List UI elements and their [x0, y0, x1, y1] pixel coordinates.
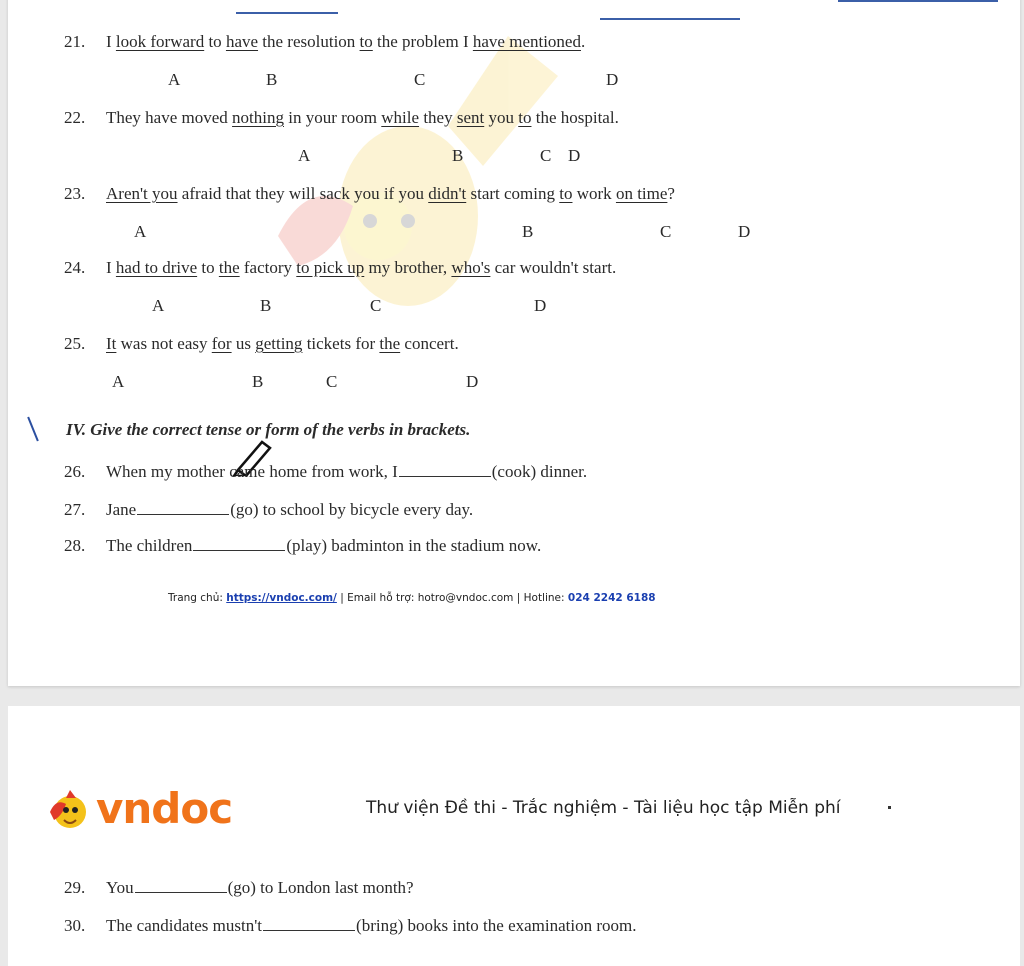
footer-label: Trang chủ:	[168, 592, 227, 604]
underlined-segment: It	[106, 334, 117, 353]
question-23	[64, 184, 675, 204]
fill-before-text: The candidates mustn't	[106, 916, 263, 935]
question-number: 27.	[64, 500, 86, 519]
question-21	[64, 32, 585, 52]
fill-after-text: (go) to school by bicycle every day.	[230, 500, 474, 519]
text-segment: us	[231, 334, 256, 353]
footer-email: | Email hỗ trợ: hotro@vndoc.com | Hotline:	[336, 592, 568, 604]
question-number: 25.	[64, 334, 86, 353]
option-d: D	[568, 146, 581, 165]
worksheet-page-2	[8, 706, 1020, 966]
text-segment: the problem I	[372, 32, 473, 51]
underlined-segment: for	[211, 334, 232, 353]
ink-line	[236, 12, 338, 14]
option-a: A	[168, 70, 181, 89]
underlined-segment: the	[379, 334, 401, 353]
question-text	[106, 32, 585, 51]
underlined-segment: to pick up	[296, 258, 365, 277]
text-segment: I	[106, 258, 116, 277]
fill-after-text: (cook) dinner.	[491, 462, 588, 481]
fill-after-text: (bring) books into the examination room.	[356, 916, 637, 935]
answer-blank[interactable]	[263, 916, 355, 931]
fill-item-30	[64, 916, 636, 936]
page-footer	[168, 592, 656, 604]
text-segment: they	[419, 108, 457, 127]
question-text	[106, 334, 459, 353]
text-segment: work	[572, 184, 616, 203]
question-number: 23.	[64, 184, 86, 203]
answer-blank[interactable]	[399, 462, 491, 477]
underlined-segment: who's	[451, 258, 491, 277]
underlined-segment: to	[518, 108, 532, 127]
fill-item-29	[64, 878, 414, 898]
homepage-link[interactable]: https://vndoc.com/	[226, 592, 337, 604]
fill-before-text: You	[106, 878, 134, 897]
question-22	[64, 108, 619, 128]
ink-line	[600, 18, 740, 20]
underlined-segment: to	[559, 184, 573, 203]
question-number: 26.	[64, 462, 86, 481]
underlined-segment: getting	[255, 334, 303, 353]
option-c: C	[540, 146, 552, 165]
question-text	[106, 258, 616, 277]
question-number: 21.	[64, 32, 86, 51]
text-segment: concert.	[400, 334, 459, 353]
fill-before-text: When my mother came home from work, I	[106, 462, 398, 481]
fill-item-28	[64, 536, 541, 556]
answer-blank[interactable]	[137, 500, 229, 515]
question-number: 22.	[64, 108, 86, 127]
question-25	[64, 334, 459, 354]
pen-mark	[27, 417, 39, 442]
underlined-segment: have	[225, 32, 259, 51]
underlined-segment: didn't	[428, 184, 467, 203]
question-number: 28.	[64, 536, 86, 555]
option-b: B	[522, 222, 534, 241]
option-d: D	[534, 296, 547, 315]
option-a: A	[152, 296, 165, 315]
hotline-number: 024 2242 6188	[567, 592, 656, 604]
option-c: C	[326, 372, 338, 391]
text-segment: was not easy	[116, 334, 212, 353]
option-c: C	[414, 70, 426, 89]
mascot-watermark-icon	[258, 16, 588, 336]
option-d: D	[738, 222, 751, 241]
underlined-segment: while	[381, 108, 420, 127]
fill-after-text: (go) to London last month?	[227, 878, 414, 897]
underlined-segment: look forward	[115, 32, 205, 51]
mascot-logo-icon	[46, 786, 92, 832]
text-segment: car wouldn't start.	[490, 258, 617, 277]
text-segment: to	[204, 32, 226, 51]
text-segment: the resolution	[258, 32, 360, 51]
option-b: B	[260, 296, 272, 315]
ink-line	[838, 0, 998, 2]
underlined-segment: sent	[456, 108, 485, 127]
text-segment: ?	[667, 184, 675, 203]
option-b: B	[266, 70, 278, 89]
question-number: 24.	[64, 258, 86, 277]
option-a: A	[112, 372, 125, 391]
stray-dot	[888, 806, 891, 809]
fill-before-text: Jane	[106, 500, 137, 519]
fill-item-27	[64, 500, 473, 520]
text-segment: to	[197, 258, 219, 277]
underlined-segment: to	[359, 32, 373, 51]
answer-blank[interactable]	[135, 878, 227, 893]
option-d: D	[466, 372, 479, 391]
question-text	[106, 108, 619, 127]
underlined-segment: the	[218, 258, 240, 277]
underlined-segment: had to drive	[115, 258, 198, 277]
text-segment: They have moved	[106, 108, 233, 127]
fill-before-text: The children	[106, 536, 193, 555]
text-segment: my brother,	[364, 258, 452, 277]
text-segment: I	[106, 32, 116, 51]
option-b: B	[452, 146, 464, 165]
option-a: A	[134, 222, 147, 241]
vndoc-logo	[46, 784, 232, 833]
section-heading: IV. Give the correct tense or form of the verbs in brackets.	[66, 420, 471, 439]
question-text	[106, 184, 675, 203]
option-b: B	[252, 372, 264, 391]
fill-item-26	[64, 462, 587, 482]
option-c: C	[370, 296, 382, 315]
text-segment: tickets for	[302, 334, 380, 353]
option-c: C	[660, 222, 672, 241]
text-segment: start coming	[466, 184, 560, 203]
underlined-segment: have mentioned	[472, 32, 581, 51]
fill-after-text: (play) badminton in the stadium now.	[286, 536, 542, 555]
underlined-segment: on time	[615, 184, 668, 203]
option-d: D	[606, 70, 619, 89]
text-segment: you	[484, 108, 519, 127]
question-24	[64, 258, 616, 278]
text-segment: afraid that they will sack you if you	[177, 184, 429, 203]
option-a: A	[298, 146, 311, 165]
text-segment: the hospital.	[531, 108, 619, 127]
question-number: 30.	[64, 916, 86, 935]
underlined-segment: Aren't you	[106, 184, 178, 203]
answer-blank[interactable]	[193, 536, 285, 551]
tagline: Thư viện Đề thi - Trắc nghiệm - Tài liệu học tập Miễn phí	[366, 798, 841, 818]
worksheet-page-1	[8, 0, 1020, 686]
text-segment: factory	[239, 258, 297, 277]
brand-name: vndoc	[96, 784, 233, 833]
text-segment: .	[580, 32, 586, 51]
underlined-segment: nothing	[232, 108, 284, 127]
text-segment: in your room	[284, 108, 382, 127]
question-number: 29.	[64, 878, 86, 897]
